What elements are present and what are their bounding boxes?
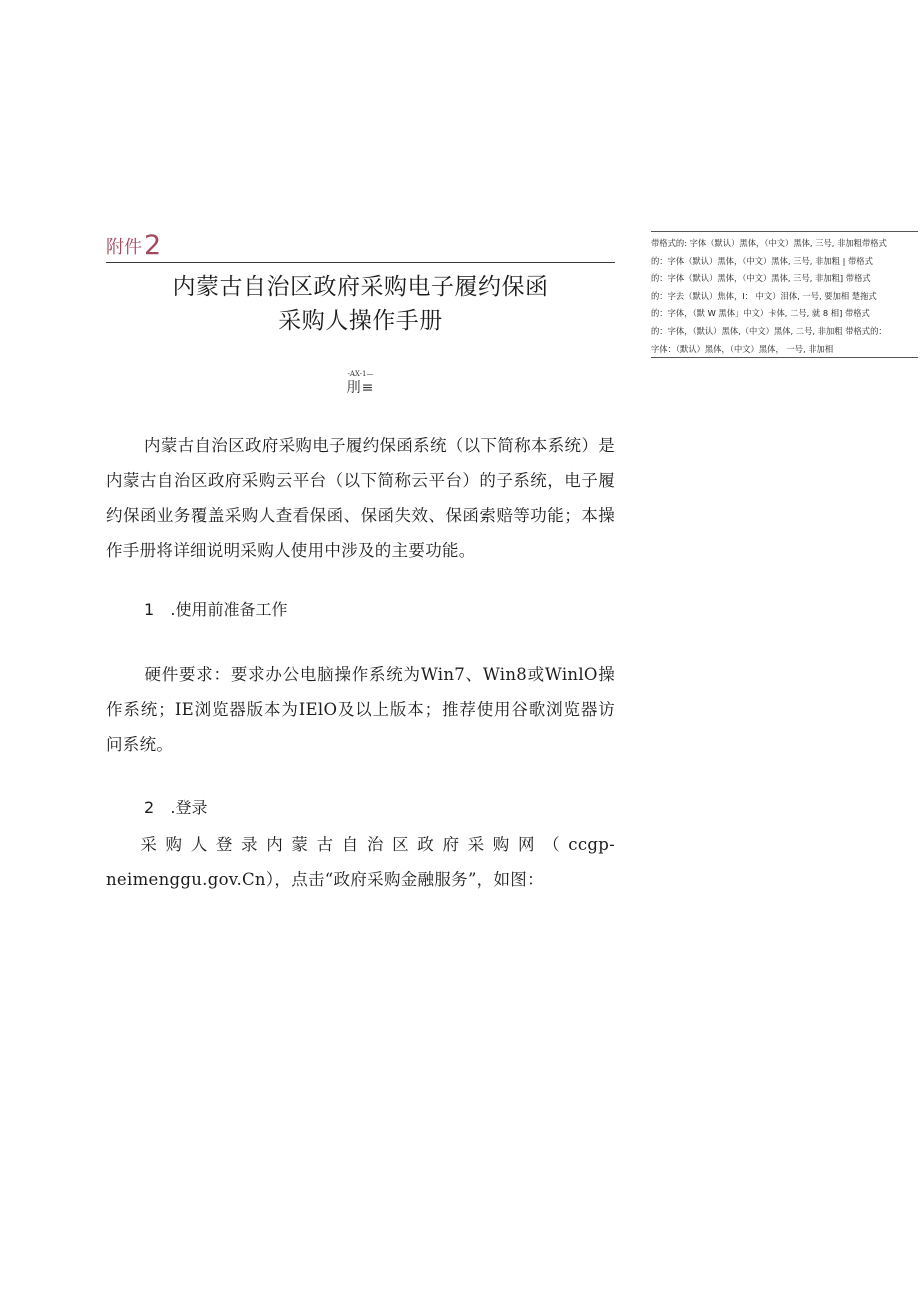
annotation-bottom-rule [651,357,918,358]
annotation-line: 的：字体（默认）黑体，（中文）黑体, 三号, 非加粗] 带格式 [651,273,871,284]
annotation-line: 的：字体，（默认）黑体,（中文）黑体, 二号, 非加粗 带格式的： [651,325,887,336]
intro-text: 内蒙古自治区政府采购电子履约保函系统（以下简称本系统）是内蒙古自治区政府采购云平台（以下简称云平台）的子系统，电子履约保函业务覆盖采购人查看保函、保函失效、保函索赔等功能；本操作手册将详细说明采购人使用中涉及的主要功能。 [106,436,615,560]
annotation-line: 的：字体（默认）黑体，（中文）黑体, 三号, 非加粗 | 带格式 [651,255,873,266]
section-2-title: .登录 [170,798,208,817]
format-annotation [651,235,918,358]
section-2-text: 采购人登录内蒙古自治区政府采购网（ccgp-neimenggu.gov.Cn），点击“政府采购金融服务”，如图： [106,835,615,889]
attachment-label [106,232,161,262]
document-title-line-2: 采购人操作手册 [278,308,443,334]
document-title-line-1: 内蒙古自治区政府采购电子履约保函 [172,274,549,300]
attachment-text: 附件 [106,237,142,258]
section-2-paragraph [106,827,615,897]
section-1-title: .使用前准备工作 [170,600,288,619]
header-divider [106,262,615,263]
section-1-heading [144,598,287,622]
preface-small-mark: -AX-1— [347,370,374,378]
section-1-paragraph [106,657,615,762]
section-2-heading [144,796,207,820]
annotation-line: 字体：（默认）黑体，（中文）黑体， 一号, 非加相 [651,343,834,354]
annotation-top-rule [651,231,918,232]
annotation-line: 的：字去（默认）焦体，I： 中文）泪体, 一号, 要加相 楚拖式 [651,290,877,301]
preface-heading: 刖≡ [346,380,375,396]
annotation-line: 带格式的: 字体（默认）黑体，（中文）黑体, 三号, 非加粗带格式 [651,238,887,248]
section-2-number: 2 [144,798,155,817]
section-1-number: 1 [144,600,155,619]
attachment-number: 2 [144,230,162,261]
intro-paragraph [106,428,615,568]
annotation-line: 的：字体，（默 W 黑体」中文）卡体, 二号, 就 8 相] 带格式 [651,308,870,319]
section-1-text: 硬件要求：要求办公电脑操作系统为Win7、Win8或WinlO操作系统；IE浏览器版本为IElO及以上版本；推荐使用谷歌浏览器访问系统。 [106,665,615,754]
